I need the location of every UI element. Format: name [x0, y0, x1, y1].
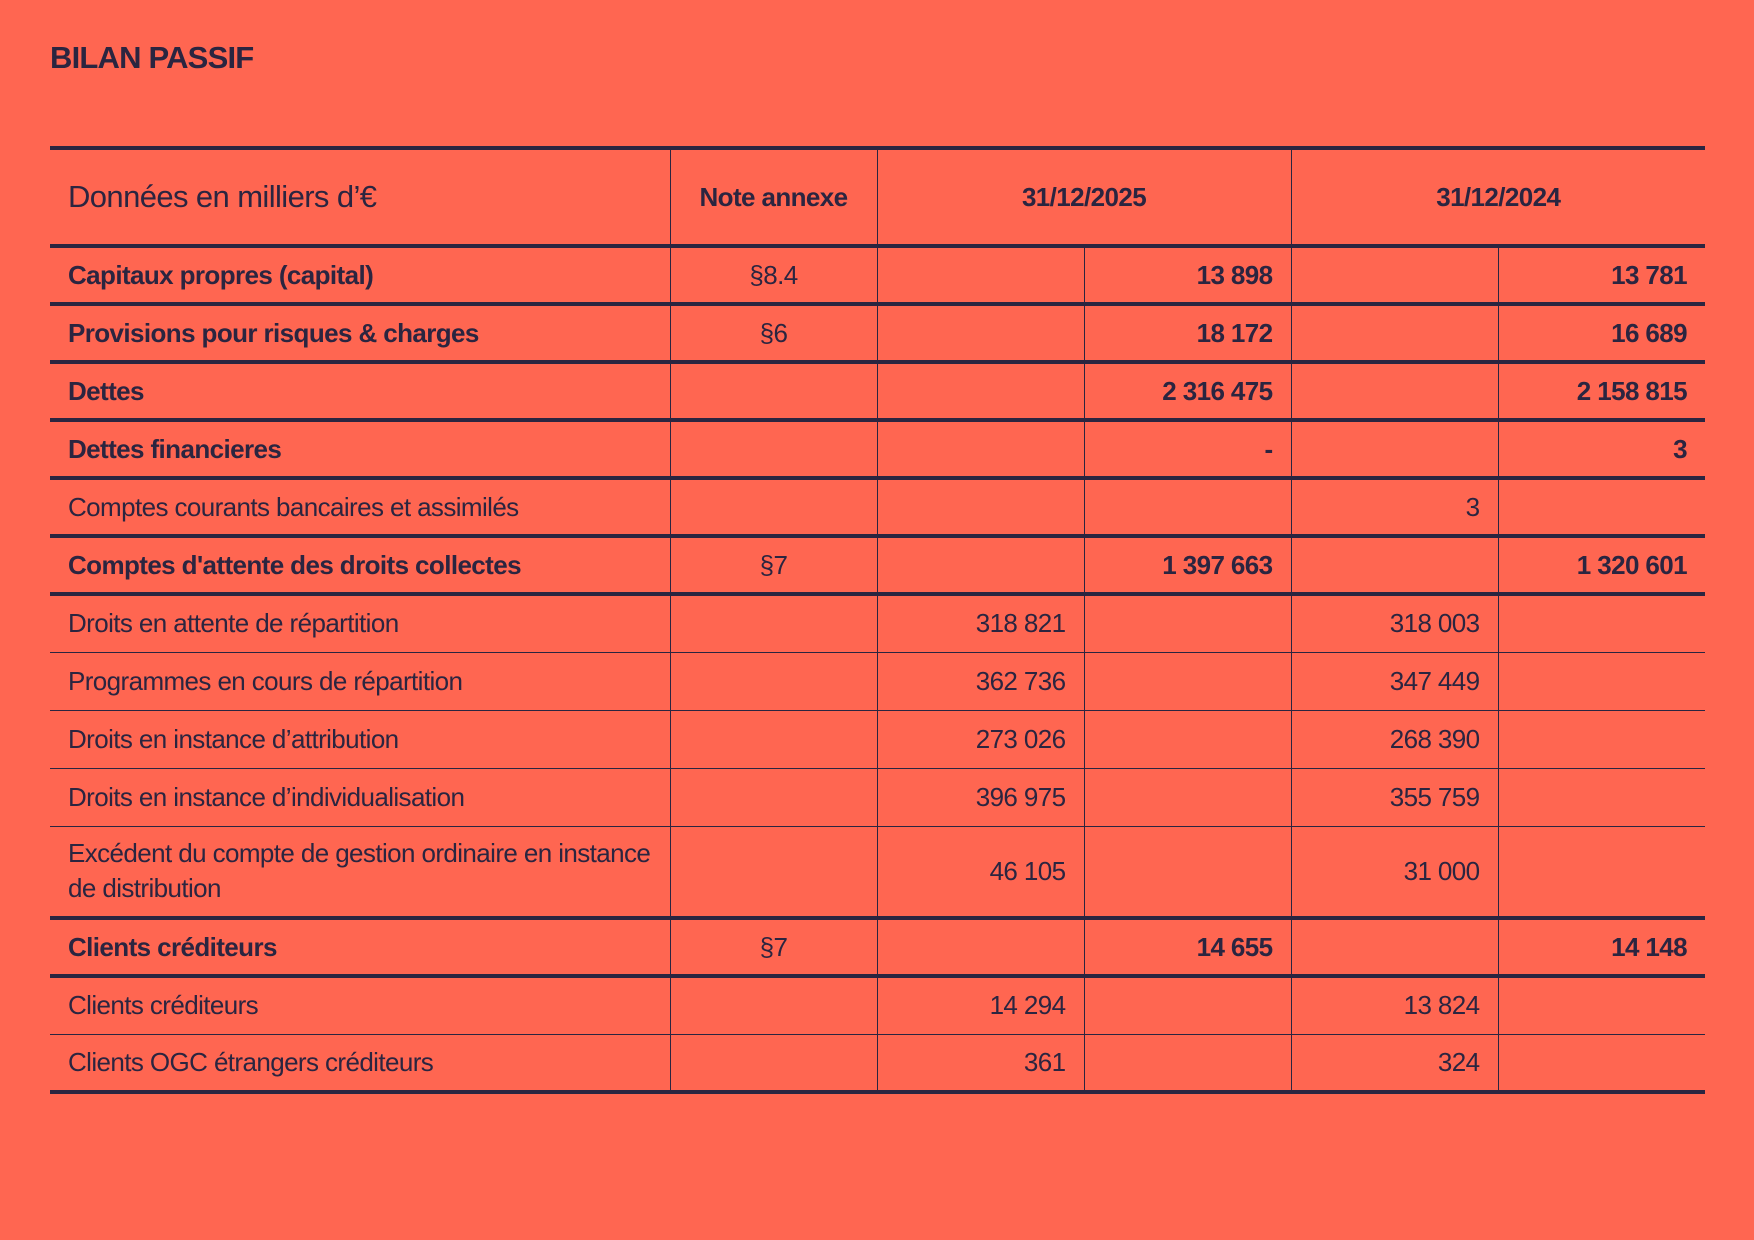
- row-note: [670, 652, 877, 710]
- table-row: [50, 362, 1705, 420]
- table-row: [50, 652, 1705, 710]
- row-note: §6: [670, 304, 877, 362]
- total-2024: 14 148: [1498, 918, 1705, 976]
- total-2024: [1498, 768, 1705, 826]
- detail-2025: [877, 246, 1084, 304]
- detail-2025: 14 294: [877, 976, 1084, 1034]
- row-label: Droits en instance d’attribution: [68, 723, 399, 754]
- total-2024: [1498, 976, 1705, 1034]
- detail-2024: 355 759: [1291, 768, 1498, 826]
- detail-2025: 273 026: [877, 710, 1084, 768]
- table-row: [50, 536, 1705, 594]
- total-2025: 13 898: [1084, 246, 1291, 304]
- detail-2024: 31 000: [1291, 826, 1498, 918]
- row-note: [670, 362, 877, 420]
- total-2025: [1084, 710, 1291, 768]
- detail-2024: [1291, 420, 1498, 478]
- total-2025: [1084, 1034, 1291, 1092]
- total-2025: [1084, 652, 1291, 710]
- row-label: Capitaux propres (capital): [68, 259, 374, 290]
- row-label: Comptes courants bancaires et assimilés: [68, 491, 519, 522]
- detail-2024: [1291, 304, 1498, 362]
- row-label: Provisions pour risques & charges: [68, 317, 479, 348]
- total-2024: 1 320 601: [1498, 536, 1705, 594]
- detail-2024: [1291, 246, 1498, 304]
- total-2024: 3: [1498, 420, 1705, 478]
- table-row: [50, 420, 1705, 478]
- detail-2025: [877, 304, 1084, 362]
- detail-2025: [877, 362, 1084, 420]
- row-label: Clients créditeurs: [68, 990, 259, 1021]
- row-label: Excédent du compte de gestion ordinaire en instance de distribution: [68, 838, 651, 904]
- detail-2024: 268 390: [1291, 710, 1498, 768]
- column-header-label: Données en milliers d’€: [68, 179, 377, 214]
- detail-2024: 13 824: [1291, 976, 1498, 1034]
- table-row: [50, 826, 1705, 918]
- total-2025: -: [1084, 420, 1291, 478]
- detail-2025: 46 105: [877, 826, 1084, 918]
- total-2025: 14 655: [1084, 918, 1291, 976]
- table-row: [50, 710, 1705, 768]
- row-note: [670, 594, 877, 652]
- table-row: [50, 478, 1705, 536]
- total-2024: 16 689: [1498, 304, 1705, 362]
- row-note: [670, 826, 877, 918]
- detail-2025: [877, 918, 1084, 976]
- row-label: Clients créditeurs: [68, 931, 277, 962]
- detail-2024: [1291, 536, 1498, 594]
- table-row: [50, 594, 1705, 652]
- detail-2025: [877, 420, 1084, 478]
- detail-2024: 3: [1291, 478, 1498, 536]
- column-header-note: Note annexe: [670, 148, 877, 246]
- row-label: Droits en attente de répartition: [68, 608, 399, 639]
- table-row: [50, 918, 1705, 976]
- row-label: Comptes d'attente des droits collectes: [68, 549, 521, 580]
- total-2024: [1498, 1034, 1705, 1092]
- total-2025: [1084, 826, 1291, 918]
- total-2025: 2 316 475: [1084, 362, 1291, 420]
- row-note: §7: [670, 536, 877, 594]
- row-note: [670, 976, 877, 1034]
- detail-2024: 324: [1291, 1034, 1498, 1092]
- column-header-2024: 31/12/2024: [1291, 148, 1705, 246]
- row-note: [670, 1034, 877, 1092]
- page-title: BILAN PASSIF: [50, 40, 254, 75]
- detail-2024: 347 449: [1291, 652, 1498, 710]
- table-row: [50, 246, 1705, 304]
- total-2024: [1498, 594, 1705, 652]
- column-header-2025: 31/12/2025: [877, 148, 1291, 246]
- table-row: [50, 976, 1705, 1034]
- row-note: §8.4: [670, 246, 877, 304]
- detail-2025: [877, 536, 1084, 594]
- total-2024: [1498, 710, 1705, 768]
- row-label: Dettes financieres: [68, 433, 282, 464]
- table-row: [50, 768, 1705, 826]
- detail-2024: 318 003: [1291, 594, 1498, 652]
- total-2024: [1498, 652, 1705, 710]
- row-note: §7: [670, 918, 877, 976]
- row-label: Droits en instance d’individualisation: [68, 781, 465, 812]
- total-2025: 18 172: [1084, 304, 1291, 362]
- detail-2025: 361: [877, 1034, 1084, 1092]
- total-2025: [1084, 478, 1291, 536]
- total-2024: [1498, 826, 1705, 918]
- total-2024: 2 158 815: [1498, 362, 1705, 420]
- total-2024: 13 781: [1498, 246, 1705, 304]
- row-label: Clients OGC étrangers créditeurs: [68, 1046, 434, 1077]
- detail-2025: 396 975: [877, 768, 1084, 826]
- row-note: [670, 768, 877, 826]
- row-label: Dettes: [68, 375, 144, 406]
- detail-2024: [1291, 362, 1498, 420]
- bilan-passif-table: [50, 146, 1705, 1094]
- detail-2025: 362 736: [877, 652, 1084, 710]
- total-2025: [1084, 976, 1291, 1034]
- table-row: [50, 304, 1705, 362]
- total-2025: 1 397 663: [1084, 536, 1291, 594]
- row-label: Programmes en cours de répartition: [68, 665, 463, 696]
- table-header-row: [50, 148, 1705, 246]
- detail-2024: [1291, 918, 1498, 976]
- detail-2025: [877, 478, 1084, 536]
- total-2025: [1084, 768, 1291, 826]
- row-note: [670, 710, 877, 768]
- total-2025: [1084, 594, 1291, 652]
- detail-2025: 318 821: [877, 594, 1084, 652]
- row-note: [670, 478, 877, 536]
- total-2024: [1498, 478, 1705, 536]
- row-note: [670, 420, 877, 478]
- table-row: [50, 1034, 1705, 1092]
